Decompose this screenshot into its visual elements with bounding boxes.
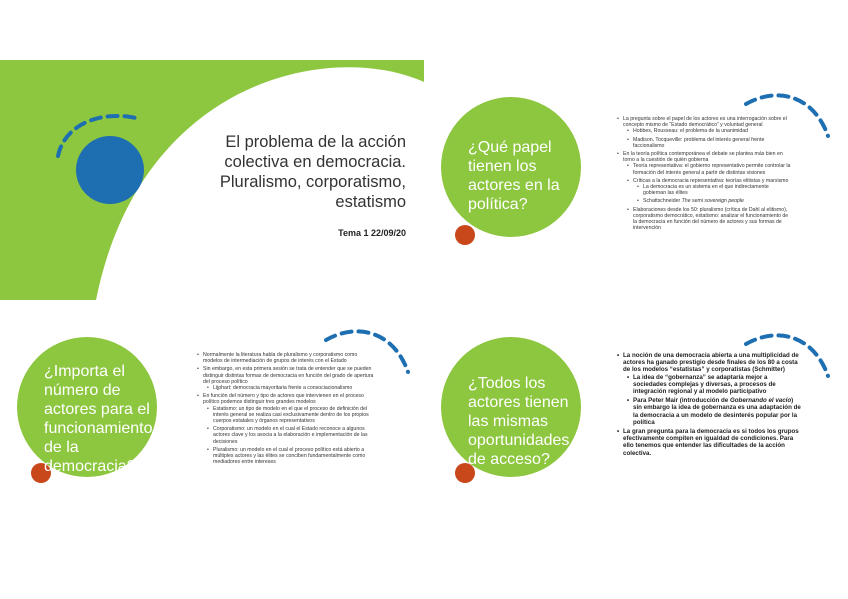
- heading-line: ¿Todos los: [468, 375, 546, 392]
- list-item: [633, 178, 792, 205]
- list-item: [623, 352, 802, 426]
- heading-line: actores tienen: [468, 394, 569, 411]
- list-item: • Normalmente la literatura habla de pluralismo y corporatismo como modelos de intermediación de grupos de interés con el Estado: [203, 352, 374, 364]
- heading-line: tienen los: [468, 158, 537, 175]
- list-item: [623, 116, 792, 149]
- heading-line: política?: [468, 196, 528, 213]
- list-item: • La democracia es un sistema en el que indirectamente gobiernan las élites: [643, 184, 792, 196]
- slide-title[interactable]: [0, 60, 424, 300]
- list-item: • La gran pregunta para la democracia es si todos los grupos efectivamente compiten en igualdad de condiciones. Para ello tenemos que entender las dificultades de la acción colectiva.: [623, 428, 802, 457]
- title-line: colectiva en democracia.: [224, 153, 406, 171]
- heading-line: de la: [44, 439, 79, 456]
- list-item: [203, 393, 374, 465]
- item-text: En función del número y tipo de actores que intervienen en el proceso político podemos distinguir tres grandes modelos: [203, 393, 364, 406]
- heading-line: democracia?: [44, 458, 136, 475]
- slide-subtitle: Tema 1 22/09/20: [338, 228, 406, 238]
- heading-line: ¿Importa el: [44, 363, 125, 380]
- list-item: [643, 198, 792, 204]
- list-item: • Pluralismo: un modelo en el cual el proceso político está abierto a múltiples actores y las élites se conciben fundamentalmente como mediadores entre intereses: [213, 447, 374, 466]
- list-item: • Elaboraciones desde los 50: pluralismo (crítica de Dahl al elitismo), corporatismo democrático, estatismo: analizar el funcionamiento de la democracia en función del número de actores y sus formas de intervención: [633, 207, 792, 232]
- item-text: ) sin embargo la idea de gobernanza es una adaptación de la democracia a un modelo de desinterés popular por la política: [633, 397, 801, 426]
- heading-line: de acceso?: [468, 451, 550, 468]
- slide-papel-actores[interactable]: [424, 60, 848, 300]
- orange-dot-shape: [454, 224, 476, 246]
- slide-numero-actores[interactable]: [0, 300, 424, 540]
- list-item: • Corporatismo: un modelo en el cual el Estado reconoce a algunos actores clave y los asocia a la elaboración e implementación de las decisiones: [213, 426, 374, 445]
- slide-title-text: [150, 132, 406, 212]
- list-item: • Lijphart: democracia mayoritaria frente a consociacionalismo: [213, 385, 374, 391]
- list-item: • Hobbes, Rousseau: el problema de la unanimidad: [633, 128, 792, 134]
- list-item: [633, 397, 802, 426]
- list-item: • La idea de “gobernanza” se adaptaría mejor a sociedades complejas y diversas, a procesos de integración regional y al modelo participativo: [633, 374, 802, 396]
- title-line: Pluralismo, corporatismo,: [219, 173, 406, 191]
- blue-circle-shape: [74, 134, 146, 206]
- list-item: [623, 151, 792, 231]
- list-item: • Estatismo: un tipo de modelo en el que el proceso de definición del interés general se realiza casi exclusivamente dentro de los propios cuerpos estatales y órganos representativos: [213, 406, 374, 425]
- heading-line: número de: [44, 382, 121, 399]
- list-item: • Madison, Tocqueville: problema del interés general frente faccionalismo: [633, 137, 792, 149]
- title-line: El problema de la acción: [225, 133, 406, 151]
- title-line: estatismo: [335, 193, 406, 211]
- heading-line: las mismas: [468, 413, 549, 430]
- heading-line: actores para el: [44, 401, 150, 418]
- item-text-italic: Gobernando el vacío: [729, 397, 792, 405]
- item-text: Schattschneider: [643, 198, 682, 205]
- heading-line: funcionamiento: [44, 420, 153, 437]
- heading-line: oportunidades: [468, 432, 570, 449]
- heading-line: ¿Qué papel: [468, 139, 552, 156]
- item-text-italic: The semi sovereign people: [681, 198, 744, 205]
- bullet-list: [196, 352, 374, 467]
- slide-oportunidades-acceso[interactable]: [424, 300, 848, 540]
- item-text: Sin embargo, en esta primera sesión se trata de entender que se pueden distinguir distintas formas de democracia en función del grado de apertura del proceso político: [203, 366, 374, 385]
- slide-heading: [468, 374, 569, 469]
- list-item: • Teoría representativa: el gobierno representativo permite controlar la formación del interés general a partir de distintas visiones: [633, 163, 792, 175]
- item-text: Críticas a la democracia representativa: teorías elitistas y marxismo: [633, 177, 789, 184]
- item-text: Para Peter Mair (introducción de: [633, 397, 730, 405]
- slide-heading: [468, 138, 560, 214]
- bullet-list: [616, 352, 802, 459]
- list-item: [203, 366, 374, 391]
- item-text: En la teoría política contemporánea el debate se plantea más bien en torno a la cuestión de quién gobierna: [623, 151, 783, 164]
- heading-line: actores en la: [468, 177, 560, 194]
- item-text: La pregunta sobre el papel de los actores es una interrogación sobre el concepto mismo de “Estado democrático” y voluntad general: [623, 116, 787, 129]
- item-text: La noción de una democracia abierta a una multiplicidad de actores ha ganado prestigio desde finales de los 80 a costa de los modelos “estatistas” y corporatistas (Schmitter): [623, 352, 799, 374]
- bullet-list: [616, 116, 792, 233]
- slide-heading: [44, 362, 153, 476]
